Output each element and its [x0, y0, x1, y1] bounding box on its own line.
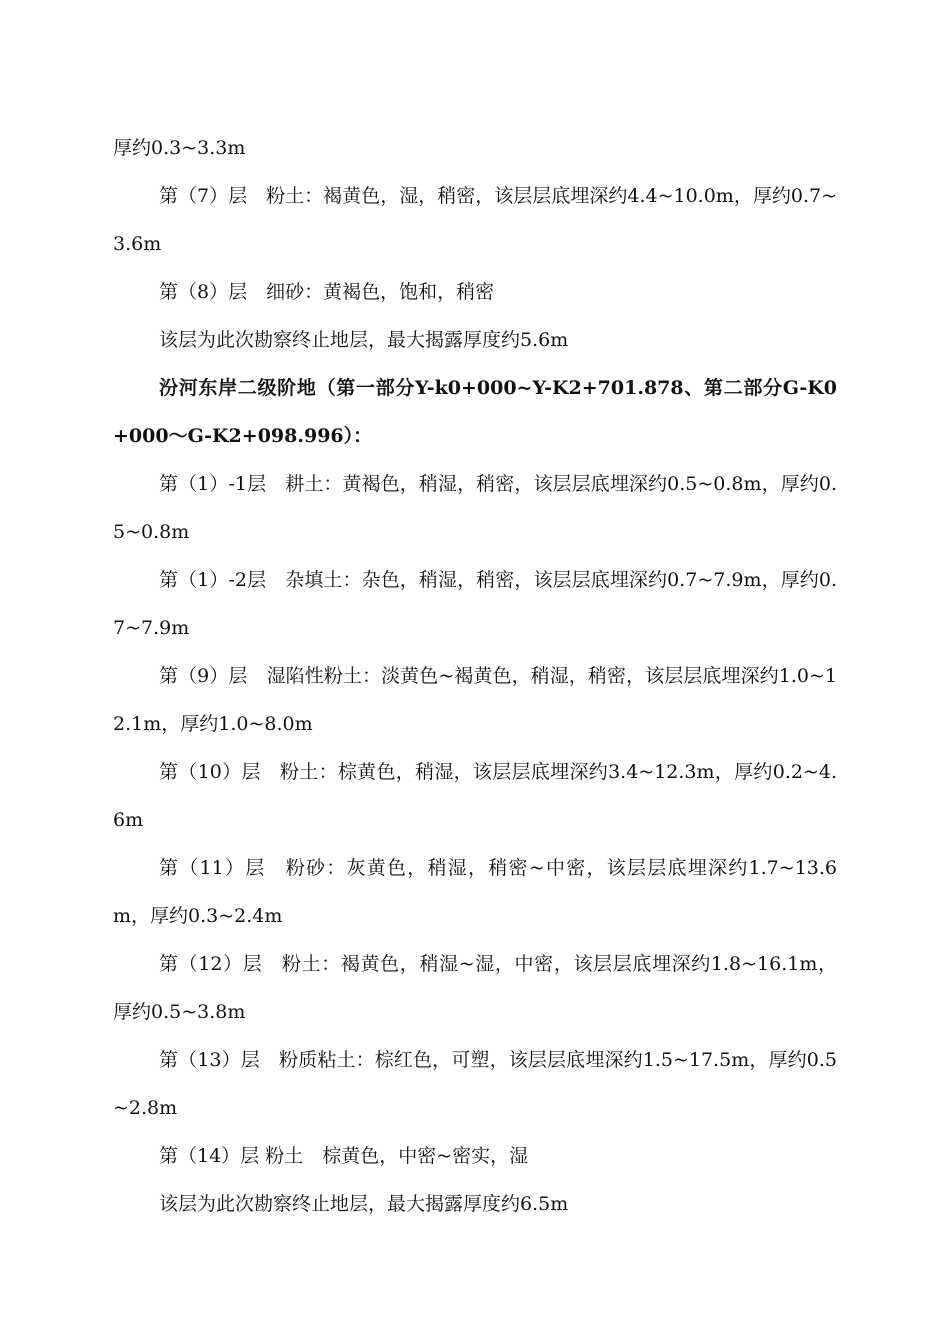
- section-heading-terrace: 汾河东岸二级阶地（第一部分Y-k0+000~Y-K2+701.878、第二部分G-K0+000～G-K2+098.996）：: [113, 377, 837, 447]
- paragraph-layer-9: 第（9）层 湿陷性粉土：淡黄色~褐黄色，稍湿，稍密，该层层底埋深约1.0~12.1m，厚约1.0~8.0m: [113, 665, 837, 735]
- paragraph-layer-10: 第（10）层 粉土：棕黄色，稍湿，该层层底埋深约3.4~12.3m，厚约0.2~4.6m: [113, 761, 837, 831]
- paragraph-continuation: 厚约0.3~3.3m: [113, 137, 246, 159]
- paragraph-layer-11: 第（11）层 粉砂：灰黄色，稍湿，稍密~中密，该层层底埋深约1.7~13.6m，厚约0.3~2.4m: [113, 857, 837, 927]
- paragraph-layer-1-2: 第（1）-2层 杂填土：杂色，稍湿，稍密，该层层底埋深约0.7~7.9m，厚约0.7~7.9m: [113, 569, 837, 639]
- paragraph-layer-13: 第（13）层 粉质粘土：棕红色，可塑，该层层底埋深约1.5~17.5m，厚约0.5~2.8m: [113, 1049, 837, 1119]
- paragraph-layer-8: 第（8）层 细砂：黄褐色，饱和，稍密: [159, 281, 495, 303]
- paragraph-termination-note-2: 该层为此次勘察终止地层，最大揭露厚度约6.5m: [159, 1193, 569, 1215]
- document-body: [113, 124, 837, 1228]
- paragraph-layer-7: 第（7）层 粉土：褐黄色，湿，稍密，该层层底埋深约4.4~10.0m，厚约0.7~3.6m: [113, 185, 837, 255]
- paragraph-layer-12: 第（12）层 粉土：褐黄色，稍湿~湿，中密，该层层底埋深约1.8~16.1m，厚约0.5~3.8m: [113, 953, 837, 1023]
- paragraph-termination-note-1: 该层为此次勘察终止地层，最大揭露厚度约5.6m: [159, 329, 569, 351]
- paragraph-layer-1-1: 第（1）-1层 耕土：黄褐色，稍湿，稍密，该层层底埋深约0.5~0.8m，厚约0.5~0.8m: [113, 473, 837, 543]
- paragraph-layer-14: 第（14）层 粉土 棕黄色，中密~密实，湿: [159, 1145, 529, 1167]
